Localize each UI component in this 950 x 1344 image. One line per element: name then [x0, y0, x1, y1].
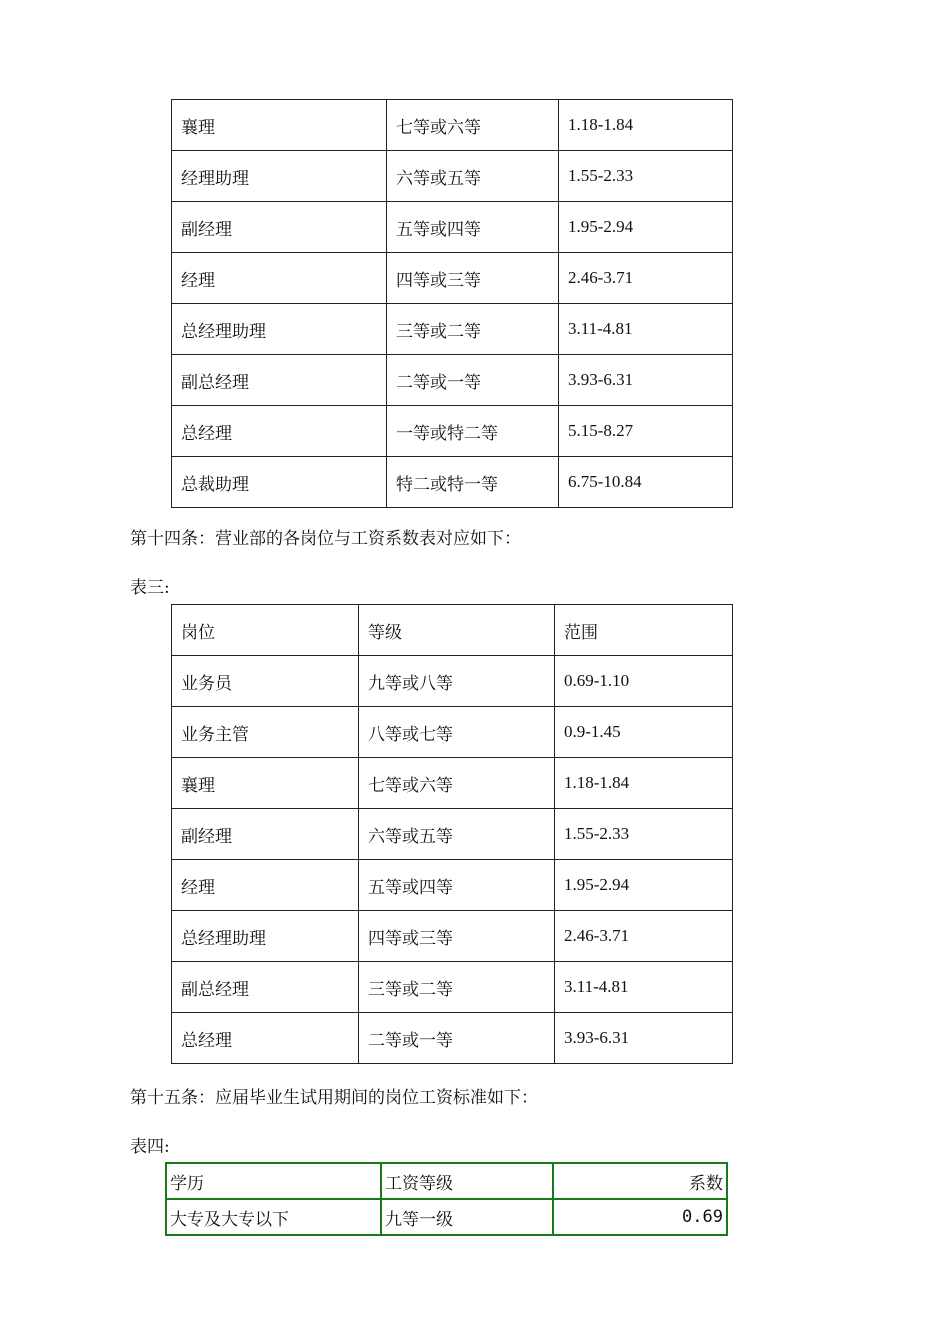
table-3-caption: 表三:	[130, 578, 170, 598]
grade-cell: 三等或二等	[387, 304, 559, 355]
range-cell: 3.93-6.31	[555, 1013, 733, 1064]
graduate-probation-salary-table	[165, 1162, 728, 1236]
sales-position-grade-table	[171, 604, 733, 1064]
table-row	[172, 1013, 733, 1064]
table-row	[172, 151, 733, 202]
table-row	[166, 1199, 727, 1235]
grade-cell: 一等或特二等	[387, 406, 559, 457]
table-row	[172, 355, 733, 406]
column-header: 岗位	[172, 605, 359, 656]
range-cell: 1.18-1.84	[555, 758, 733, 809]
range-cell: 2.46-3.71	[555, 911, 733, 962]
range-cell: 1.95-2.94	[555, 860, 733, 911]
range-cell: 1.55-2.33	[559, 151, 733, 202]
grade-cell: 四等或三等	[359, 911, 555, 962]
column-header: 等级	[359, 605, 555, 656]
grade-cell: 五等或四等	[359, 860, 555, 911]
table-row	[172, 962, 733, 1013]
position-cell: 总经理	[172, 406, 387, 457]
table-row	[172, 406, 733, 457]
article-14-text: 第十四条：营业部的各岗位与工资系数表对应如下：	[130, 529, 521, 549]
table-row	[172, 860, 733, 911]
range-cell: 6.75-10.84	[559, 457, 733, 508]
range-cell: 0.9-1.45	[555, 707, 733, 758]
range-cell: 3.93-6.31	[559, 355, 733, 406]
position-grade-table-continued	[171, 99, 733, 508]
table-header-row	[166, 1163, 727, 1199]
position-cell: 业务员	[172, 656, 359, 707]
grade-cell: 四等或三等	[387, 253, 559, 304]
grade-cell: 三等或二等	[359, 962, 555, 1013]
grade-cell: 六等或五等	[387, 151, 559, 202]
position-cell: 副总经理	[172, 962, 359, 1013]
position-cell: 经理	[172, 253, 387, 304]
position-cell: 总经理助理	[172, 911, 359, 962]
range-cell: 3.11-4.81	[555, 962, 733, 1013]
grade-cell: 九等或八等	[359, 656, 555, 707]
grade-cell: 七等或六等	[387, 100, 559, 151]
grade-cell: 七等或六等	[359, 758, 555, 809]
range-cell: 2.46-3.71	[559, 253, 733, 304]
table-header-row	[172, 605, 733, 656]
position-cell: 副经理	[172, 809, 359, 860]
table-row	[172, 304, 733, 355]
position-cell: 业务主管	[172, 707, 359, 758]
position-cell: 总经理	[172, 1013, 359, 1064]
grade-cell: 二等或一等	[387, 355, 559, 406]
article-15-text: 第十五条：应届毕业生试用期间的岗位工资标准如下：	[130, 1088, 538, 1108]
column-header: 学历	[166, 1163, 381, 1199]
position-cell: 襄理	[172, 100, 387, 151]
column-header: 工资等级	[381, 1163, 553, 1199]
table-4-caption: 表四:	[130, 1137, 170, 1157]
table-row	[172, 707, 733, 758]
table-row	[172, 809, 733, 860]
position-cell: 副经理	[172, 202, 387, 253]
position-cell: 总裁助理	[172, 457, 387, 508]
column-header: 系数	[553, 1163, 727, 1199]
range-cell: 1.18-1.84	[559, 100, 733, 151]
table-row	[172, 100, 733, 151]
grade-cell: 特二或特一等	[387, 457, 559, 508]
position-cell: 经理助理	[172, 151, 387, 202]
table-row	[172, 202, 733, 253]
position-cell: 襄理	[172, 758, 359, 809]
range-cell: 1.55-2.33	[555, 809, 733, 860]
table-row	[172, 253, 733, 304]
grade-cell: 六等或五等	[359, 809, 555, 860]
position-cell: 经理	[172, 860, 359, 911]
table-row	[172, 911, 733, 962]
range-cell: 5.15-8.27	[559, 406, 733, 457]
education-cell: 大专及大专以下	[166, 1199, 381, 1235]
column-header: 范围	[555, 605, 733, 656]
table-row	[172, 758, 733, 809]
range-cell: 3.11-4.81	[559, 304, 733, 355]
position-cell: 总经理助理	[172, 304, 387, 355]
grade-cell: 五等或四等	[387, 202, 559, 253]
position-cell: 副总经理	[172, 355, 387, 406]
grade-cell: 八等或七等	[359, 707, 555, 758]
range-cell: 1.95-2.94	[559, 202, 733, 253]
grade-cell: 二等或一等	[359, 1013, 555, 1064]
table-row	[172, 457, 733, 508]
coefficient-cell: 0.69	[553, 1199, 727, 1235]
range-cell: 0.69-1.10	[555, 656, 733, 707]
salary-grade-cell: 九等一级	[381, 1199, 553, 1235]
table-row	[172, 656, 733, 707]
